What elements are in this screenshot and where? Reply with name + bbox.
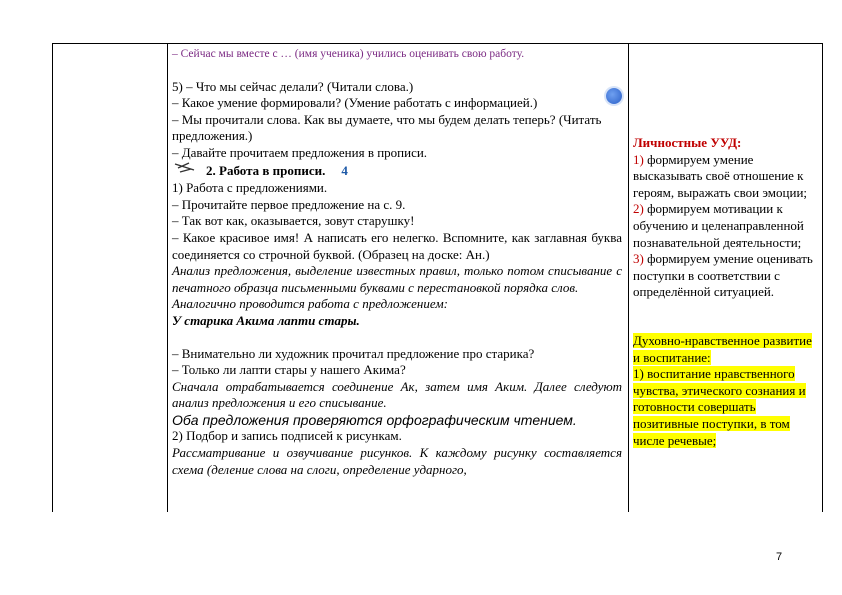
analogous-text: Аналогично проводится работа с предложением: bbox=[172, 296, 448, 312]
task2: 2) Подбор и запись подписей к рисункам. bbox=[172, 428, 402, 444]
lesson-content-column bbox=[172, 46, 622, 478]
check-text: Оба предложения проверяются орфографическим чтением. bbox=[172, 411, 577, 428]
section-title: 2. Работа в прописи. bbox=[206, 162, 326, 178]
task1-line1: – Прочитайте первое предложение на с. 9. bbox=[172, 196, 406, 212]
question-akim: – Только ли лапти стары у нашего Акима? bbox=[172, 362, 406, 378]
question-artist: – Внимательно ли художник прочитал предложение про старика? bbox=[172, 345, 535, 361]
column-divider-1 bbox=[167, 43, 168, 512]
task1-line3: – Какое красивое имя! А написать его нелегко. Вспомните, как заглавная буква соединяется со строчной буквой. (Образец на доске: Ан.) bbox=[172, 229, 622, 262]
pen-icon bbox=[174, 161, 196, 180]
outcomes-column bbox=[633, 135, 819, 449]
personal-uud-title: Личностные УУД: bbox=[633, 135, 742, 150]
section-heading bbox=[172, 163, 622, 180]
uud-item-2: 2) формируем мотивации к обучению и целенаправленной познавательной деятельности; bbox=[633, 201, 804, 250]
uud-item-1: 1) формируем умение высказывать своё отношение к героям, выражать свои эмоции; bbox=[633, 151, 808, 200]
step5-question4: – Давайте прочитаем предложения в прописи. bbox=[172, 144, 428, 160]
task1: 1) Работа с предложениями. bbox=[172, 180, 328, 196]
section-number: 4 bbox=[341, 162, 348, 178]
step5-question2: – Какое умение формировали? (Умение работать с информацией.) bbox=[172, 95, 538, 111]
analysis-text: Анализ предложения, выделение известных правил, только потом списывание с печатного образца письменными буквами с перестановкой порядка слов. bbox=[172, 263, 622, 295]
column-divider-2 bbox=[628, 43, 629, 512]
intro-line: – Сейчас мы вместе с … (имя ученика) учились оценивать свою работу. bbox=[172, 48, 525, 60]
example-sentence: У старика Акима лапти стары. bbox=[172, 312, 360, 328]
moral-development-title: Духовно-нравственное развитие и воспитание: bbox=[633, 332, 812, 365]
moral-development-item: 1) воспитание нравственного чувства, этического сознания и готовности совершать позитивные поступки, в том числе речевые; bbox=[633, 366, 806, 448]
task1-line2: – Так вот как, оказывается, зовут старушку! bbox=[172, 213, 415, 229]
page-number: 7 bbox=[776, 551, 783, 563]
task2-description: Рассматривание и озвучивание рисунков. К каждому рисунку составляется схема (деление слова на слоги, определение ударного, bbox=[172, 445, 622, 477]
connection-text: Сначала отрабатывается соединение Ак, затем имя Аким. Далее следуют анализ предложения и его списывание. bbox=[172, 378, 622, 411]
step5-question1: 5) – Что мы сейчас делали? (Читали слова.) bbox=[172, 78, 414, 94]
uud-item-3: 3) формируем умение оценивать поступки в соответствии с определённой ситуацией. bbox=[633, 251, 813, 300]
step5-question3: – Мы прочитали слова. Как вы думаете, что мы будем делать теперь? (Читать предложения.) bbox=[172, 111, 602, 144]
